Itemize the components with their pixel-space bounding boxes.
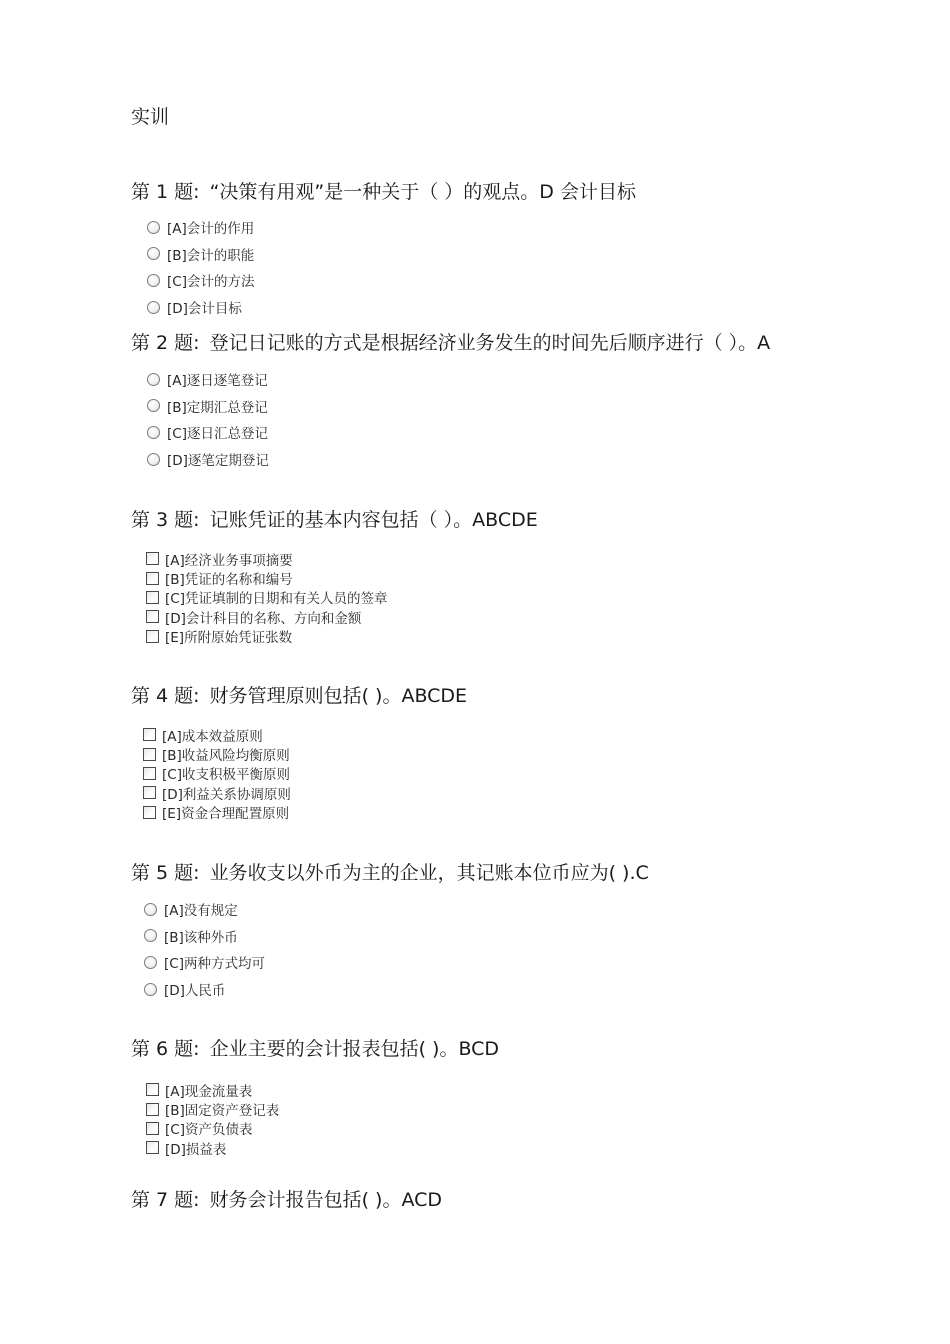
question-2-text: 登记日记账的方式是根据经济业务发生的时间先后顺序进行（ ）。A [209, 332, 771, 354]
option-radio[interactable] [147, 267, 254, 294]
option-label: [D]人民币 [164, 983, 226, 1000]
document-title: 实训 [131, 106, 170, 128]
option-label: [D]利益关系协调原则 [162, 786, 291, 803]
radio-button[interactable] [147, 373, 160, 386]
option-label: [D]损益表 [165, 1141, 227, 1158]
option-radio[interactable] [144, 949, 265, 976]
checkbox[interactable] [146, 1103, 159, 1116]
option-radio[interactable] [147, 241, 254, 268]
option-label: [C]会计的方法 [167, 274, 255, 291]
checkbox[interactable] [146, 1122, 159, 1135]
option-label: [D]逐笔定期登记 [167, 453, 269, 470]
option-checkbox[interactable] [146, 1138, 279, 1157]
radio-button[interactable] [147, 426, 160, 439]
option-radio[interactable] [144, 976, 265, 1003]
question-6-number: 第 6 题: [131, 1038, 200, 1060]
radio-button[interactable] [147, 399, 160, 412]
option-radio[interactable] [147, 214, 254, 241]
question-5-options [144, 896, 265, 1002]
radio-button[interactable] [147, 247, 160, 260]
option-checkbox[interactable] [146, 607, 387, 626]
question-4-title [131, 683, 467, 709]
question-6-text: 企业主要的会计报表包括( )。BCD [209, 1038, 500, 1060]
option-label: [B]固定资产登记表 [165, 1103, 280, 1120]
checkbox[interactable] [146, 572, 159, 585]
radio-button[interactable] [144, 903, 157, 916]
option-label: [E]所附原始凭证张数 [165, 630, 293, 647]
question-4-number: 第 4 题: [131, 685, 200, 707]
question-2-number: 第 2 题: [131, 332, 200, 354]
checkbox[interactable] [146, 552, 159, 565]
option-checkbox[interactable] [143, 764, 291, 783]
radio-button[interactable] [144, 929, 157, 942]
option-label: [B]收益风险均衡原则 [162, 748, 290, 765]
question-7-number: 第 7 题: [131, 1189, 200, 1211]
option-label: [A]成本效益原则 [162, 728, 263, 745]
option-radio[interactable] [147, 366, 269, 393]
option-checkbox[interactable] [146, 627, 387, 646]
question-7-text: 财务会计报告包括( )。ACD [209, 1189, 443, 1211]
option-checkbox[interactable] [146, 549, 387, 568]
option-radio[interactable] [147, 393, 269, 420]
checkbox[interactable] [146, 610, 159, 623]
checkbox[interactable] [143, 767, 156, 780]
option-checkbox[interactable] [143, 803, 291, 822]
checkbox[interactable] [146, 591, 159, 604]
option-label: [B]该种外币 [164, 929, 238, 946]
checkbox[interactable] [146, 1141, 159, 1154]
option-label: [A]没有规定 [164, 903, 238, 920]
option-radio[interactable] [144, 896, 265, 923]
option-label: [B]会计的职能 [167, 247, 255, 264]
option-checkbox[interactable] [143, 744, 291, 763]
checkbox[interactable] [143, 806, 156, 819]
option-radio[interactable] [147, 294, 254, 321]
question-3-number: 第 3 题: [131, 509, 200, 531]
checkbox[interactable] [146, 1083, 159, 1096]
option-label: [D]会计科目的名称、方向和金额 [165, 610, 362, 627]
checkbox[interactable] [143, 728, 156, 741]
question-7-title [131, 1187, 442, 1213]
question-6-title [131, 1036, 499, 1062]
option-checkbox[interactable] [146, 1119, 279, 1138]
option-checkbox[interactable] [146, 568, 387, 587]
checkbox[interactable] [143, 786, 156, 799]
option-label: [B]定期汇总登记 [167, 399, 268, 416]
checkbox[interactable] [143, 748, 156, 761]
question-3-text: 记账凭证的基本内容包括（ ）。ABCDE [209, 509, 538, 531]
option-radio[interactable] [144, 923, 265, 950]
option-label: [A]会计的作用 [167, 221, 255, 238]
radio-button[interactable] [147, 221, 160, 234]
option-label: [C]资产负债表 [165, 1122, 253, 1139]
option-label: [E]资金合理配置原则 [162, 806, 290, 823]
option-label: [D]会计目标 [167, 301, 242, 318]
radio-button[interactable] [144, 983, 157, 996]
radio-button[interactable] [147, 453, 160, 466]
question-3-title [131, 507, 538, 533]
question-2-options [147, 366, 269, 472]
option-radio[interactable] [147, 446, 269, 473]
option-checkbox[interactable] [146, 588, 387, 607]
question-1-text: “决策有用观”是一种关于（ ）的观点。D 会计目标 [209, 181, 636, 203]
question-1-number: 第 1 题: [131, 181, 200, 203]
option-label: [C]逐日汇总登记 [167, 426, 268, 443]
option-checkbox[interactable] [146, 1080, 279, 1099]
option-label: [C]两种方式均可 [164, 956, 265, 973]
option-checkbox[interactable] [146, 1099, 279, 1118]
question-4-options [143, 725, 291, 822]
checkbox[interactable] [146, 630, 159, 643]
option-label: [C]凭证填制的日期和有关人员的签章 [165, 591, 388, 608]
question-5-text: 业务收支以外币为主的企业，其记账本位币应为( ).C [209, 862, 649, 884]
radio-button[interactable] [144, 956, 157, 969]
radio-button[interactable] [147, 301, 160, 314]
option-label: [A]经济业务事项摘要 [165, 552, 293, 569]
option-label: [B]凭证的名称和编号 [165, 572, 293, 589]
question-5-number: 第 5 题: [131, 862, 200, 884]
question-1-title [131, 179, 636, 205]
radio-button[interactable] [147, 274, 160, 287]
question-3-options [146, 549, 387, 646]
question-6-options [146, 1080, 279, 1158]
question-2-title [131, 330, 770, 356]
option-label: [A]逐日逐笔登记 [167, 373, 268, 390]
option-radio[interactable] [147, 419, 269, 446]
option-label: [A]现金流量表 [165, 1083, 253, 1100]
option-checkbox[interactable] [143, 783, 291, 802]
question-5-title [131, 860, 649, 886]
question-4-text: 财务管理原则包括( )。ABCDE [209, 685, 468, 707]
question-1-options [147, 214, 254, 320]
option-checkbox[interactable] [143, 725, 291, 744]
option-label: [C]收支积极平衡原则 [162, 767, 290, 784]
